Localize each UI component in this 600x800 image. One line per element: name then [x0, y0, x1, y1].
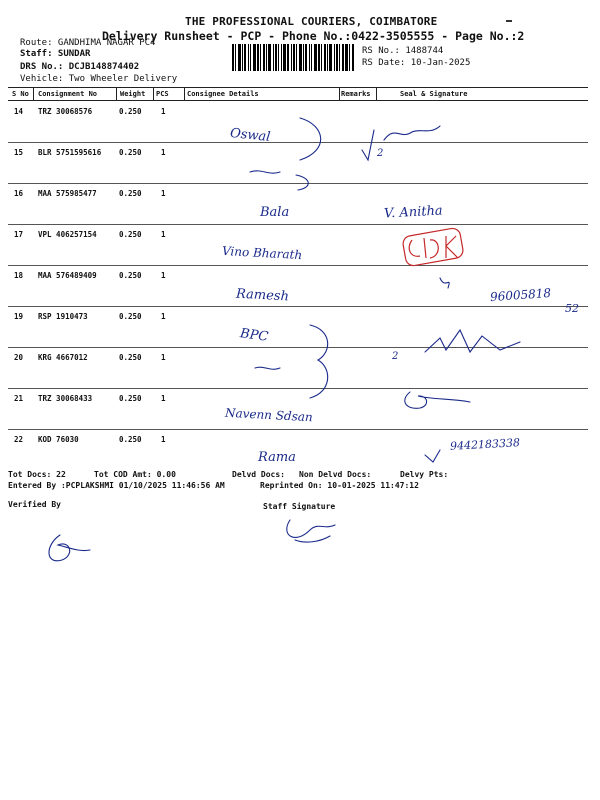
- stamp-stroke: [446, 236, 458, 258]
- signature-stroke: [405, 392, 470, 408]
- tot-docs: Tot Docs: 22: [8, 470, 66, 479]
- handwritten-bala: Bala: [260, 205, 290, 220]
- handwritten-anitha: V. Anitha: [383, 203, 444, 222]
- verified-signature-stroke: [49, 535, 90, 561]
- drs-label: DRS No.: DCJB148874402: [20, 62, 140, 72]
- col-header-consignment: Consignment No: [38, 90, 98, 98]
- s-stroke: [296, 175, 308, 190]
- weight-cell: 0.250: [119, 312, 142, 321]
- rs-date-label: RS Date: 10-Jan-2025: [362, 58, 471, 68]
- pcs-cell: 1: [161, 148, 166, 157]
- sno-cell: 22: [14, 435, 24, 444]
- weight-cell: 0.250: [119, 435, 142, 444]
- consignment-cell: BLR 5751595616: [38, 148, 102, 157]
- staff-signature-label: Staff Signature: [263, 502, 336, 511]
- consignment-cell: MAA 575985477: [38, 189, 97, 198]
- staff-label: Staff: SUNDAR: [20, 49, 91, 59]
- pcs-cell: 1: [161, 230, 166, 239]
- rs-no-label: RS No.: 1488744: [362, 46, 444, 56]
- col-header-remarks: Remarks: [341, 90, 371, 98]
- runsheet-title: Delivery Runsheet - PCP - Phone No.:0422-3505555 - Page No.:2: [102, 29, 525, 43]
- sno-cell: 17: [14, 230, 24, 239]
- handwritten-vino: Vino Bharath: [221, 243, 303, 263]
- weight-cell: 0.250: [119, 271, 142, 280]
- staff-signature-stroke: [287, 520, 335, 537]
- signature-stroke: [384, 126, 440, 140]
- squiggle-stroke: [255, 367, 280, 369]
- vehicle-label: Vehicle: Two Wheeler Delivery: [20, 74, 178, 84]
- weight-cell: 0.250: [119, 148, 142, 157]
- stamp-border: [402, 227, 464, 267]
- stamp-stroke: [424, 238, 438, 258]
- bracket-stroke: [300, 118, 321, 160]
- pcs-cell: 1: [161, 435, 166, 444]
- col-header-sno: S No: [12, 90, 29, 98]
- verified-by-label: Verified By: [8, 500, 61, 509]
- weight-cell: 0.250: [119, 353, 142, 362]
- consignment-cell: TRZ 30068433: [38, 394, 93, 403]
- non-delvd-docs: Non Delvd Docs:: [299, 470, 372, 479]
- consignment-cell: KOD 76030: [38, 435, 79, 444]
- consignment-cell: VPL 406257154: [38, 230, 97, 239]
- sno-cell: 14: [14, 107, 24, 116]
- handwritten-phone-1: 96005818: [489, 285, 552, 305]
- handwritten-naveen: Navenn Sdsan: [224, 405, 314, 425]
- pcs-cell: 1: [161, 312, 166, 321]
- pcs-cell: 1: [161, 394, 166, 403]
- handwritten-oswal: Oswal: [229, 125, 272, 146]
- pcs-cell: 1: [161, 353, 166, 362]
- handwritten-num-2: 2: [377, 148, 384, 159]
- handwritten-num-2b: 2: [392, 351, 399, 362]
- squiggle-stroke: [250, 171, 280, 173]
- route-label: Route: GANDHIMA NAGAR PC4: [20, 38, 156, 48]
- col-header-consignee: Consignee Details: [187, 90, 259, 98]
- consignment-cell: TRZ 30068576: [38, 107, 93, 116]
- sno-cell: 15: [14, 148, 24, 157]
- weight-cell: 0.250: [119, 107, 142, 116]
- pcs-cell: 1: [161, 189, 166, 198]
- col-header-pcs: PCS: [156, 90, 169, 98]
- sno-cell: 18: [14, 271, 24, 280]
- sno-cell: 21: [14, 394, 24, 403]
- stamp-stroke: [409, 240, 420, 256]
- weight-cell: 0.250: [119, 189, 142, 198]
- col-header-seal: Seal & Signature: [400, 90, 468, 98]
- weight-cell: 0.250: [119, 230, 142, 239]
- entered-by: Entered By :PCPLAKSHMI 01/10/2025 11:46:56 AM: [8, 481, 225, 490]
- pcs-cell: 1: [161, 271, 166, 280]
- reprinted-on: Reprinted On: 10-01-2025 11:47:12: [260, 481, 419, 490]
- delvy-pts: Delvy Pts:: [400, 470, 449, 479]
- handwritten-rama: Rama: [258, 450, 296, 465]
- delvd-docs: Delvd Docs:: [232, 470, 285, 479]
- sno-cell: 20: [14, 353, 24, 362]
- consignment-cell: MAA 576489409: [38, 271, 97, 280]
- pcs-cell: 1: [161, 107, 166, 116]
- col-header-weight: Weight: [120, 90, 146, 98]
- tot-cod: Tot COD Amt: 0.00: [94, 470, 176, 479]
- handwritten-phone-2: 9442183338: [449, 436, 521, 453]
- company-title: THE PROFESSIONAL COURIERS, COIMBATORE: [185, 15, 438, 28]
- signature-stroke: [425, 450, 440, 462]
- sno-cell: 19: [14, 312, 24, 321]
- sno-cell: 16: [14, 189, 24, 198]
- check-stroke: [362, 130, 374, 160]
- handwritten-phone-1b: 52: [565, 302, 579, 315]
- consignment-cell: KRG 4667012: [38, 353, 88, 362]
- signature-stroke: [425, 330, 520, 352]
- handwritten-ramesh: Ramesh: [235, 286, 290, 305]
- consignment-cell: RSP 1910473: [38, 312, 88, 321]
- brace-stroke: [310, 325, 328, 398]
- signature-stroke: [440, 278, 449, 288]
- weight-cell: 0.250: [119, 394, 142, 403]
- handwritten-bpc: BPC: [239, 326, 270, 345]
